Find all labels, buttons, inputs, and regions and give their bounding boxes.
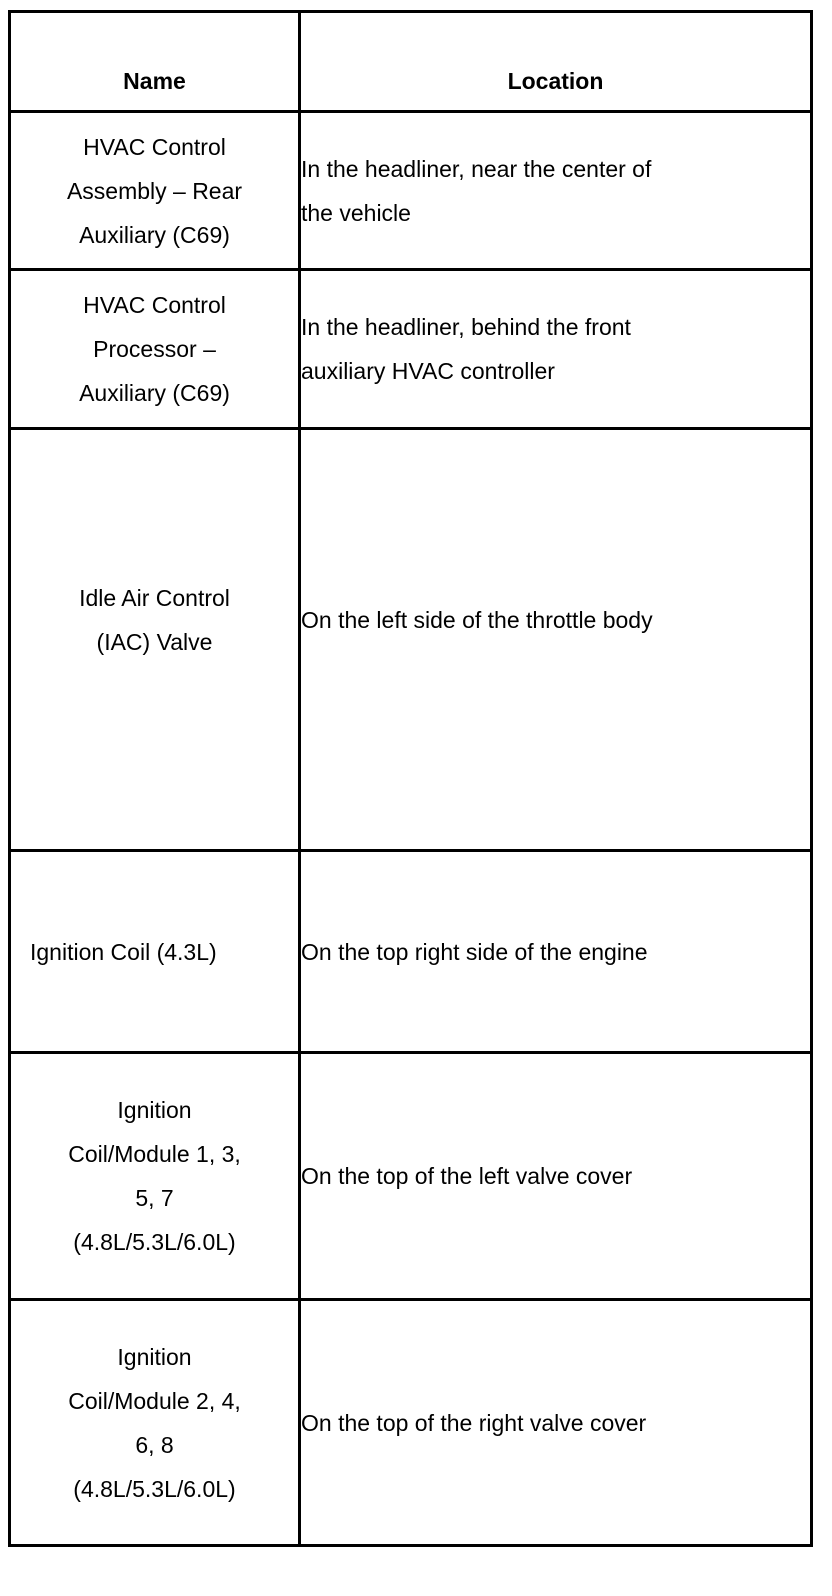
name-line: (4.8L/5.3L/6.0L) (73, 1229, 236, 1255)
column-header-name: Name (10, 12, 300, 112)
location-line: On the left side of the throttle body (301, 606, 653, 633)
name-line: HVAC Control (83, 292, 226, 318)
name-line: Processor – (93, 336, 216, 362)
name-cell (10, 851, 300, 1053)
name-line: Assembly – Rear (66, 177, 243, 204)
name-line: HVAC Control (83, 133, 226, 160)
location-cell (300, 429, 812, 851)
location-cell (300, 112, 812, 270)
location-cell (300, 1053, 812, 1300)
name-line: Ignition Coil (4.3L) (30, 938, 217, 965)
name-line: (4.8L/5.3L/6.0L) (73, 1475, 236, 1502)
location-line: auxiliary HVAC controller (301, 358, 555, 384)
location-line: the vehicle (301, 199, 411, 226)
name-line: Auxiliary (C69) (79, 221, 230, 248)
name-line: 6, 8 (135, 1431, 174, 1458)
name-cell (10, 1053, 300, 1300)
table-row (10, 851, 812, 1053)
table-row (10, 429, 812, 851)
table-row (10, 270, 812, 429)
table-row (10, 1300, 812, 1546)
location-line: In the headliner, behind the front (301, 314, 631, 340)
location-line: On the top right side of the engine (301, 938, 648, 965)
location-cell (300, 851, 812, 1053)
column-header-location: Location (300, 12, 812, 112)
location-line: In the headliner, near the center of (301, 155, 652, 182)
table-row (10, 112, 812, 270)
name-cell (10, 1300, 300, 1546)
name-line: Auxiliary (C69) (79, 380, 230, 406)
table-header-row (10, 12, 812, 112)
component-location-table (8, 10, 813, 1547)
name-line: (IAC) Valve (96, 628, 213, 655)
name-cell (10, 112, 300, 270)
name-line: Ignition (117, 1097, 192, 1123)
name-line: Ignition (117, 1343, 192, 1370)
name-line: Idle Air Control (79, 584, 230, 611)
location-cell (300, 270, 812, 429)
name-cell (10, 270, 300, 429)
name-line: 5, 7 (135, 1185, 174, 1211)
name-line: Coil/Module 1, 3, (68, 1141, 241, 1167)
location-cell (300, 1300, 812, 1546)
location-line: On the top of the left valve cover (301, 1163, 633, 1189)
table-row (10, 1053, 812, 1300)
name-line: Coil/Module 2, 4, (68, 1387, 241, 1414)
name-cell (10, 429, 300, 851)
location-line: On the top of the right valve cover (301, 1409, 647, 1436)
